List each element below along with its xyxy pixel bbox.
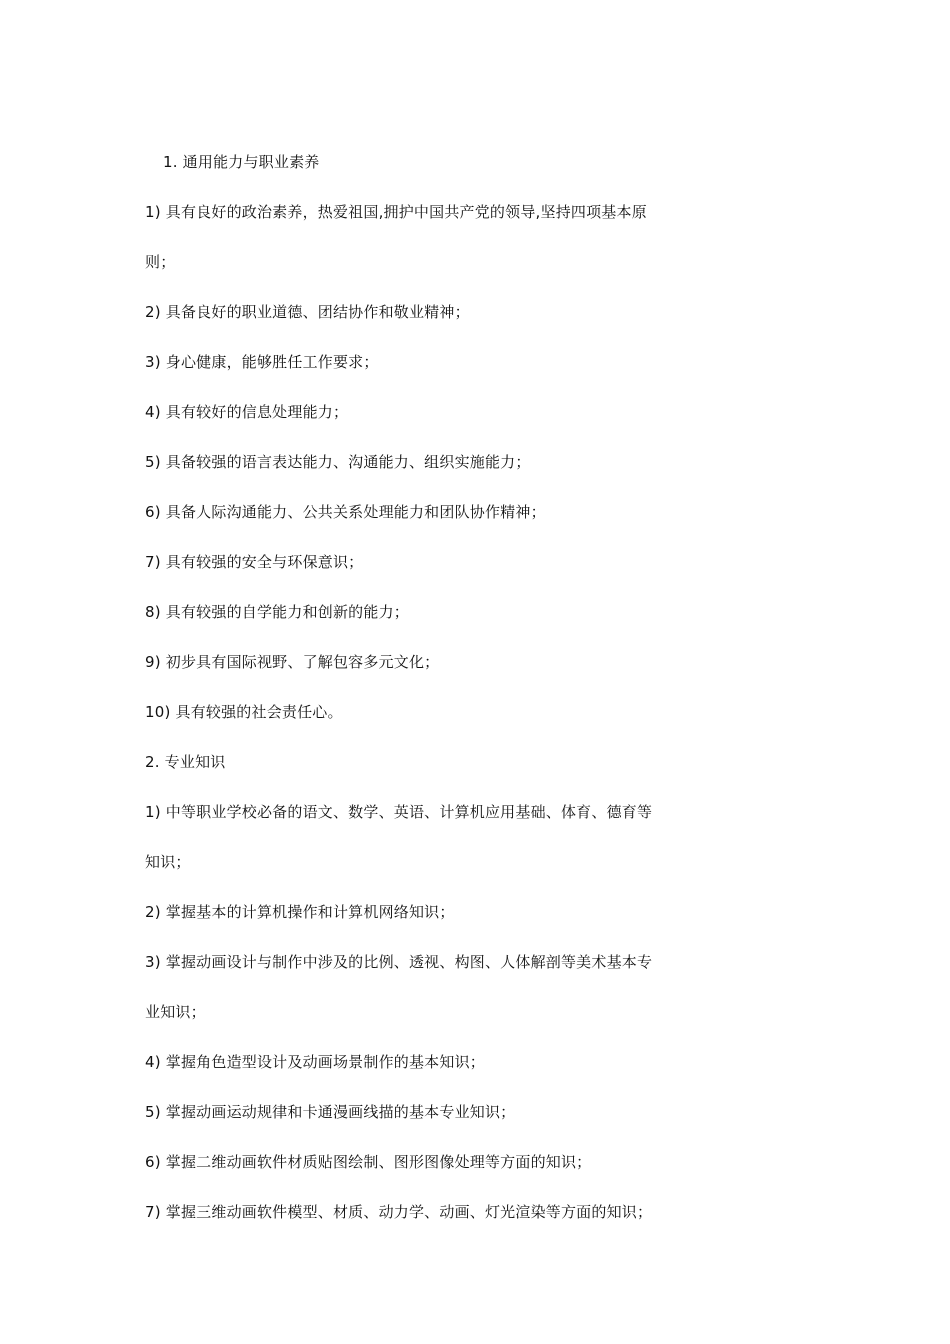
paragraph-line: 3) 掌握动画设计与制作中涉及的比例、透视、构图、人体解剖等美术基本专 — [145, 953, 653, 971]
paragraph-line: 6) 具备人际沟通能力、公共关系处理能力和团队协作精神； — [145, 503, 546, 521]
paragraph-line: 7) 具有较强的安全与环保意识； — [145, 553, 364, 571]
section-heading-professional-knowledge: 2. 专业知识 — [145, 753, 226, 771]
paragraph-line: 4) 具有较好的信息处理能力； — [145, 403, 349, 421]
paragraph-line: 1) 中等职业学校必备的语文、数学、英语、计算机应用基础、体育、德育等 — [145, 803, 653, 821]
paragraph-line: 2) 掌握基本的计算机操作和计算机网络知识； — [145, 903, 455, 921]
paragraph-line: 9) 初步具有国际视野、了解包容多元文化； — [145, 653, 440, 671]
paragraph-line: 10) 具有较强的社会责任心。 — [145, 703, 343, 721]
paragraph-line: 1) 具有良好的政治素养，热爱祖国,拥护中国共产党的领导,坚持四项基本原 — [145, 203, 647, 221]
paragraph-line: 5) 具备较强的语言表达能力、沟通能力、组织实施能力； — [145, 453, 531, 471]
paragraph-line: 业知识； — [145, 1003, 206, 1021]
paragraph-line: 7) 掌握三维动画软件模型、材质、动力学、动画、灯光渲染等方面的知识； — [145, 1203, 653, 1221]
paragraph-line: 5) 掌握动画运动规律和卡通漫画线描的基本专业知识； — [145, 1103, 516, 1121]
paragraph-line: 则； — [145, 253, 176, 271]
paragraph-line: 6) 掌握二维动画软件材质贴图绘制、图形图像处理等方面的知识； — [145, 1153, 592, 1171]
paragraph-line: 知识； — [145, 853, 191, 871]
paragraph-line: 4) 掌握角色造型设计及动画场景制作的基本知识； — [145, 1053, 485, 1071]
paragraph-line: 3) 身心健康，能够胜任工作要求； — [145, 353, 379, 371]
section-heading-general-abilities: 1. 通用能力与职业素养 — [163, 153, 320, 171]
paragraph-line: 2) 具备良好的职业道德、团结协作和敬业精神； — [145, 303, 470, 321]
paragraph-line: 8) 具有较强的自学能力和创新的能力； — [145, 603, 409, 621]
